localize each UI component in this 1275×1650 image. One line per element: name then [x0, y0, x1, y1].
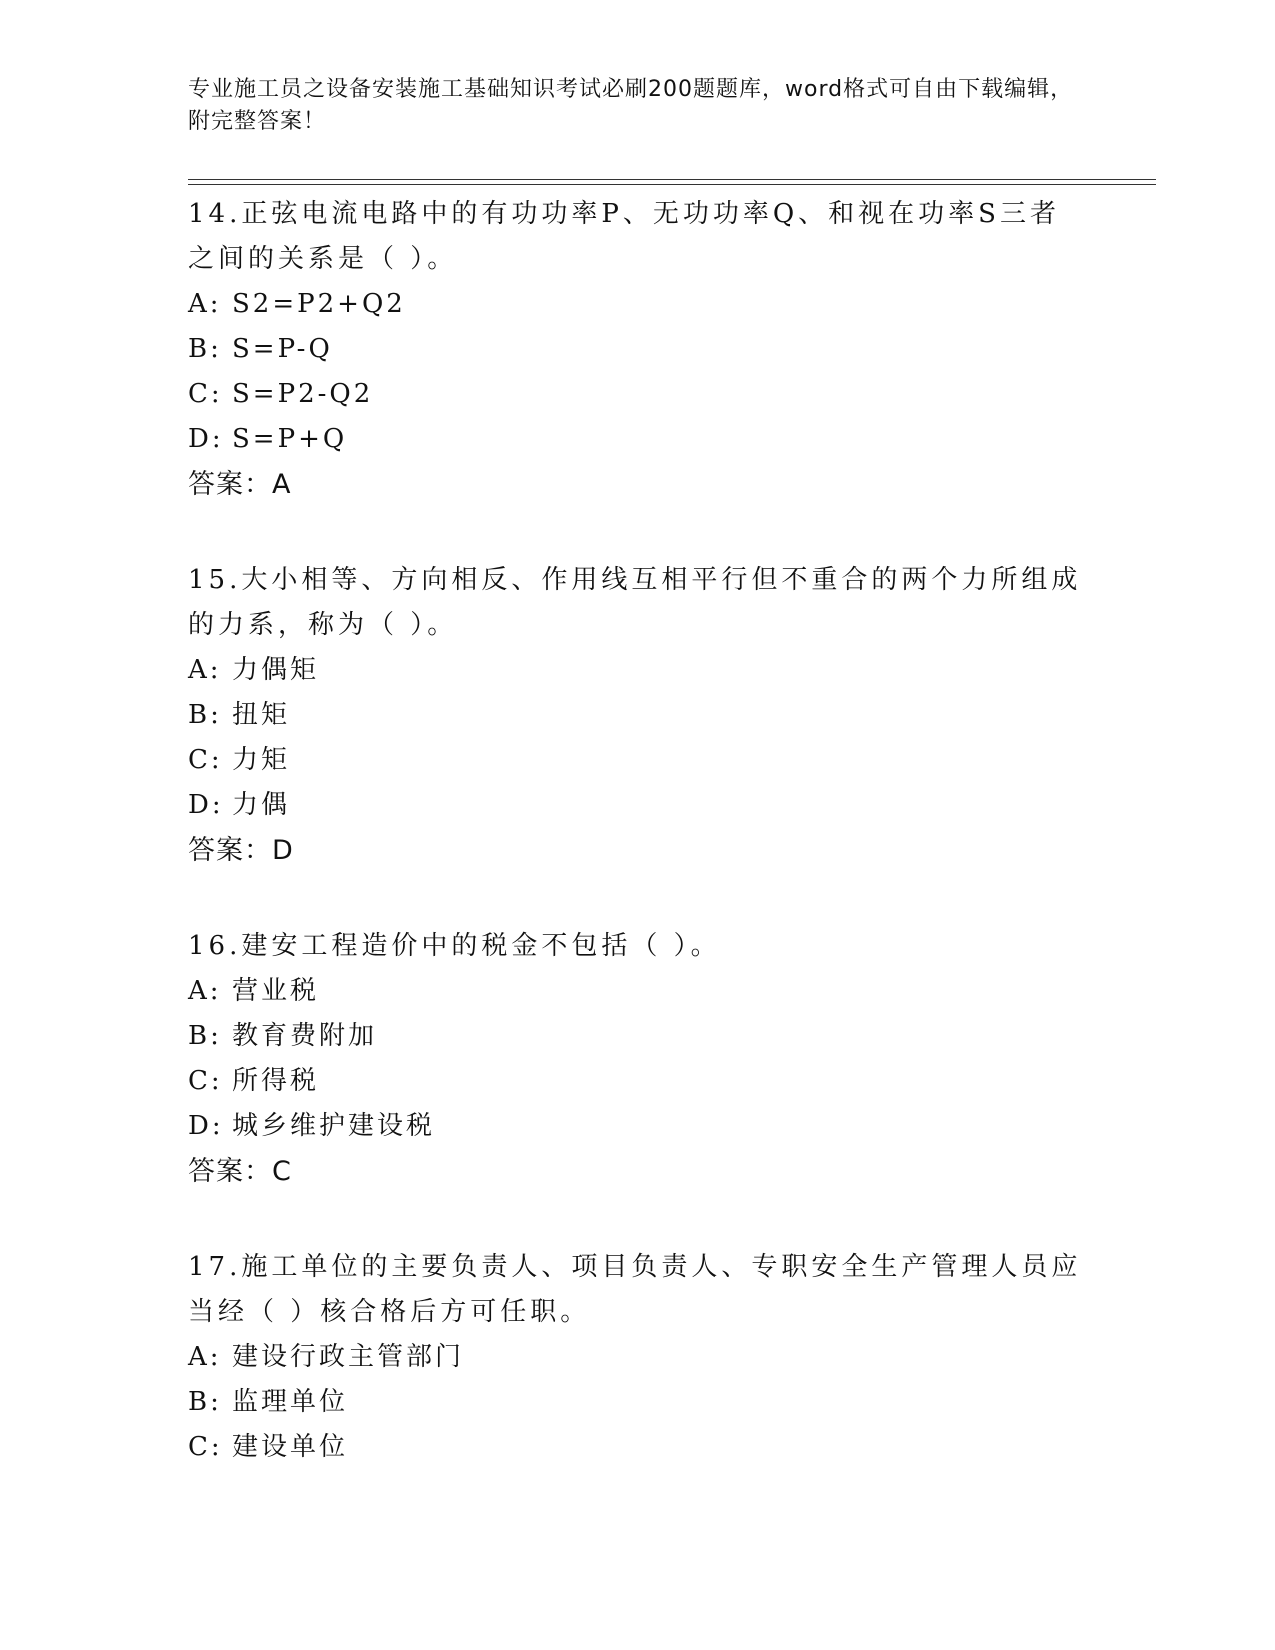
header-divider-bottom — [188, 184, 1156, 185]
option-text: 建设行政主管部门 — [232, 1342, 465, 1372]
question-stem: 16.建安工程造价中的税金不包括（ ）。 — [188, 931, 721, 961]
answer: 答案：D — [188, 835, 294, 866]
option-key: B: — [188, 1387, 222, 1417]
option-text: S=P2-Q2 — [232, 379, 374, 409]
option-key: D: — [188, 424, 224, 454]
option-a — [188, 282, 1088, 327]
header-divider-top — [188, 179, 1156, 180]
option-d — [188, 417, 1088, 462]
answer: 答案：A — [188, 469, 292, 500]
option-text: 教育费附加 — [232, 1021, 378, 1051]
option-text: 城乡维护建设税 — [232, 1111, 436, 1141]
option-text: 建设单位 — [232, 1432, 349, 1462]
option-c — [188, 372, 1088, 417]
option-text: 所得税 — [232, 1066, 320, 1096]
option-text: 扭矩 — [232, 700, 291, 730]
question-15 — [188, 558, 1088, 874]
document-header: 专业施工员之设备安装施工基础知识考试必刷200题题库，word格式可自由下载编辑，附完整答案！ — [188, 77, 1074, 134]
question-stem: 14.正弦电流电路中的有功功率P、无功功率Q、和视在功率S三者之间的关系是（ ）。 — [188, 199, 1060, 274]
option-key: D: — [188, 790, 224, 820]
option-text: S=P+Q — [232, 424, 348, 454]
question-list — [188, 192, 1088, 1520]
option-a — [188, 1335, 1088, 1380]
option-key: C: — [188, 1432, 223, 1462]
option-c — [188, 1059, 1088, 1104]
option-d — [188, 1104, 1088, 1149]
option-text: 营业税 — [232, 976, 320, 1006]
option-text: 力偶 — [232, 790, 291, 820]
option-key: B: — [188, 700, 222, 730]
question-14 — [188, 192, 1088, 508]
option-key: A: — [188, 289, 222, 319]
option-key: C: — [188, 1066, 223, 1096]
question-stem: 15.大小相等、方向相反、作用线互相平行但不重合的两个力所组成的力系，称为（ ）。 — [188, 565, 1082, 640]
option-key: A: — [188, 1342, 222, 1372]
option-key: C: — [188, 379, 223, 409]
answer: 答案：C — [188, 1156, 292, 1187]
question-16 — [188, 924, 1088, 1195]
option-text: 力偶矩 — [232, 655, 320, 685]
option-key: A: — [188, 655, 222, 685]
option-b — [188, 1380, 1088, 1425]
option-text: S2=P2+Q2 — [232, 289, 406, 319]
option-c — [188, 738, 1088, 783]
option-key: D: — [188, 1111, 224, 1141]
option-key: C: — [188, 745, 223, 775]
option-key: B: — [188, 1021, 222, 1051]
option-text: 监理单位 — [232, 1387, 349, 1417]
option-c — [188, 1425, 1088, 1470]
option-d — [188, 783, 1088, 828]
option-a — [188, 648, 1088, 693]
option-b — [188, 327, 1088, 372]
question-17 — [188, 1245, 1088, 1470]
option-b — [188, 693, 1088, 738]
option-text: 力矩 — [232, 745, 291, 775]
option-key: A: — [188, 976, 222, 1006]
option-b — [188, 1014, 1088, 1059]
option-text: S=P-Q — [232, 334, 333, 364]
question-stem: 17.施工单位的主要负责人、项目负责人、专职安全生产管理人员应当经（ ）核合格后方可任职。 — [188, 1252, 1082, 1327]
option-a — [188, 969, 1088, 1014]
option-key: B: — [188, 334, 222, 364]
